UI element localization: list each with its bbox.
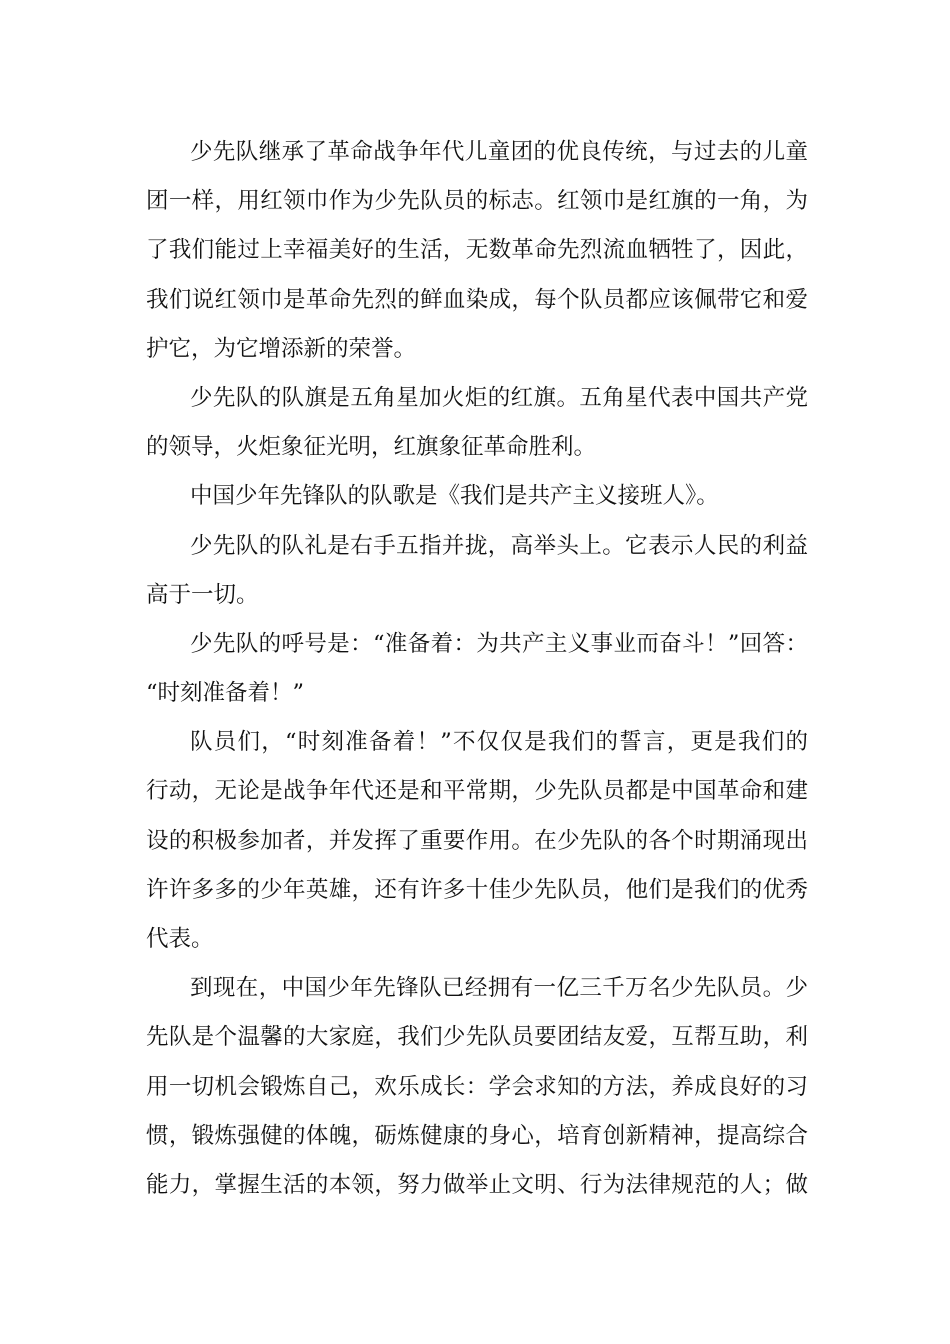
text-line: 能力，掌握生活的本领，努力做举止文明、行为法律规范的人；做 — [146, 1171, 808, 1198]
paragraph-6 — [146, 718, 808, 964]
text-line: “时刻准备着！” — [146, 680, 305, 707]
paragraph-7 — [146, 964, 808, 1210]
text-line: 少先队的队旗是五角星加火炬的红旗。五角星代表中国共产党 — [190, 384, 808, 411]
text-line: 少先队的呼号是：“准备着：为共产主义事业而奋斗！”回答： — [190, 630, 808, 657]
text-line: 中国少年先锋队的队歌是《我们是共产主义接班人》。 — [190, 483, 719, 510]
paragraph-2 — [146, 374, 808, 472]
paragraph-4 — [146, 522, 808, 620]
text-line: 的领导，火炬象征光明，红旗象征革命胜利。 — [146, 434, 597, 461]
text-line: 许许多多的少年英雄，还有许多十佳少先队员，他们是我们的优秀 — [146, 876, 808, 903]
text-line: 少先队的队礼是右手五指并拢，高举头上。它表示人民的利益 — [190, 532, 808, 559]
text-line: 用一切机会锻炼自己，欢乐成长：学会求知的方法，养成良好的习 — [146, 1073, 808, 1100]
text-line: 代表。 — [146, 926, 214, 952]
text-line: 护它，为它增添新的荣誉。 — [146, 335, 417, 362]
text-line: 行动，无论是战争年代还是和平常期，少先队员都是中国革命和建 — [146, 778, 808, 805]
document-page — [146, 128, 808, 1210]
text-line: 高于一切。 — [146, 581, 259, 608]
text-line: 队员们，“时刻准备着！”不仅仅是我们的誓言，更是我们的 — [190, 729, 808, 756]
text-line: 先队是个温馨的大家庭，我们少先队员要团结友爱，互帮互助，利 — [146, 1024, 808, 1051]
text-line: 我们说红领巾是革命先烈的鲜血染成，每个队员都应该佩带它和爱 — [146, 286, 808, 313]
text-line: 到现在，中国少年先锋队已经拥有一亿三千万名少先队员。少 — [190, 975, 808, 1002]
paragraph-1 — [146, 128, 808, 374]
text-line: 设的积极参加者，并发挥了重要作用。在少先队的各个时期涌现出 — [146, 827, 808, 854]
text-line: 了我们能过上幸福美好的生活，无数革命先烈流血牺牲了，因此， — [146, 237, 808, 264]
paragraph-3 — [146, 472, 808, 521]
text-line: 惯，锻炼强健的体魄，砺炼健康的身心，培育创新精神，提高综合 — [146, 1122, 808, 1149]
paragraph-5 — [146, 620, 808, 718]
text-line: 少先队继承了革命战争年代儿童团的优良传统，与过去的儿童 — [190, 139, 808, 165]
text-line: 团一样，用红领巾作为少先队员的标志。红领巾是红旗的一角，为 — [146, 188, 808, 215]
